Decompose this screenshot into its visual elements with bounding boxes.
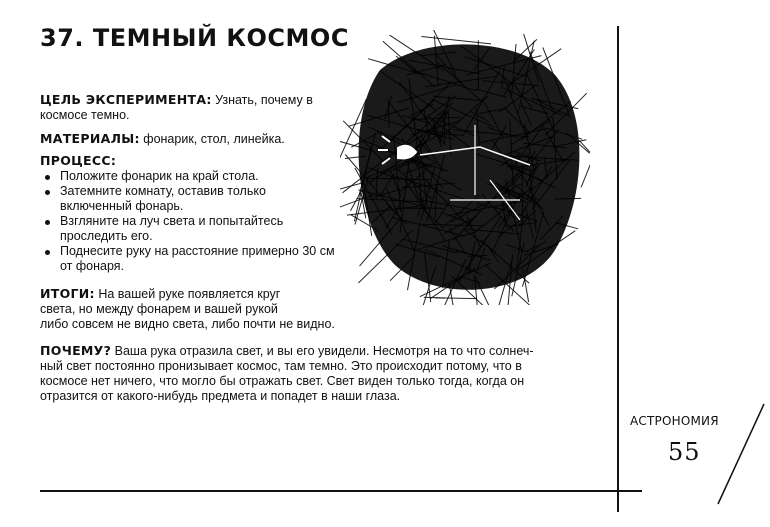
why-text: Ваша рука отразила свет, и вы его увидели. Несмотря на то что солнеч- bbox=[114, 344, 534, 358]
why-line bbox=[40, 343, 615, 359]
why-line: ный свет постоянно пронизывает космос, там темно. Это происходит потому, что в bbox=[40, 359, 522, 373]
materials-text: фонарик, стол, линейка. bbox=[143, 132, 285, 146]
goal-section bbox=[40, 92, 340, 123]
results-line: либо совсем не видно света, либо почти не видно. bbox=[40, 317, 335, 331]
materials-label: МАТЕРИАЛЫ: bbox=[40, 131, 140, 146]
results-line: света, но между фонарем и вашей рукой bbox=[40, 302, 278, 316]
goal-text: Узнать, почему в космосе темно. bbox=[40, 93, 313, 122]
page-title: 37. ТЕМНЫЙ КОСМОС bbox=[40, 24, 349, 52]
process-steps-list bbox=[40, 169, 340, 274]
why-line: отразится от какого-нибудь предмета и попадет в наши глаза. bbox=[40, 389, 401, 403]
results-line bbox=[40, 286, 385, 302]
results-label: ИТОГИ: bbox=[40, 286, 95, 301]
results-section bbox=[40, 286, 385, 332]
why-line: космосе нет ничего, что могло бы отражать свет. Свет виден только тогда, когда он bbox=[40, 374, 525, 388]
vertical-rule bbox=[617, 26, 619, 512]
scribble-shading bbox=[340, 30, 590, 305]
why-section bbox=[40, 343, 615, 404]
dark-space-illustration bbox=[340, 30, 590, 305]
process-step: Затемните комнату, оставив только включенный фонарь. bbox=[60, 184, 340, 214]
process-label: ПРОЦЕСС: bbox=[40, 153, 117, 168]
materials-section bbox=[40, 131, 340, 147]
process-step: Положите фонарик на край стола. bbox=[60, 169, 340, 184]
page-number: 55 bbox=[668, 438, 701, 466]
why-label: ПОЧЕМУ? bbox=[40, 343, 112, 358]
process-step: Поднесите руку на расстояние примерно 30 см от фонаря. bbox=[60, 244, 340, 274]
process-section bbox=[40, 153, 340, 274]
section-label: АСТРОНОМИЯ bbox=[630, 414, 719, 428]
goal-label: ЦЕЛЬ ЭКСПЕРИМЕНТА: bbox=[40, 92, 212, 107]
decorative-slash bbox=[690, 400, 770, 510]
results-text: На вашей руке появляется круг bbox=[98, 287, 281, 301]
process-step: Взгляните на луч света и попытайтесь проследить его. bbox=[60, 214, 340, 244]
bottom-rule bbox=[40, 490, 642, 492]
